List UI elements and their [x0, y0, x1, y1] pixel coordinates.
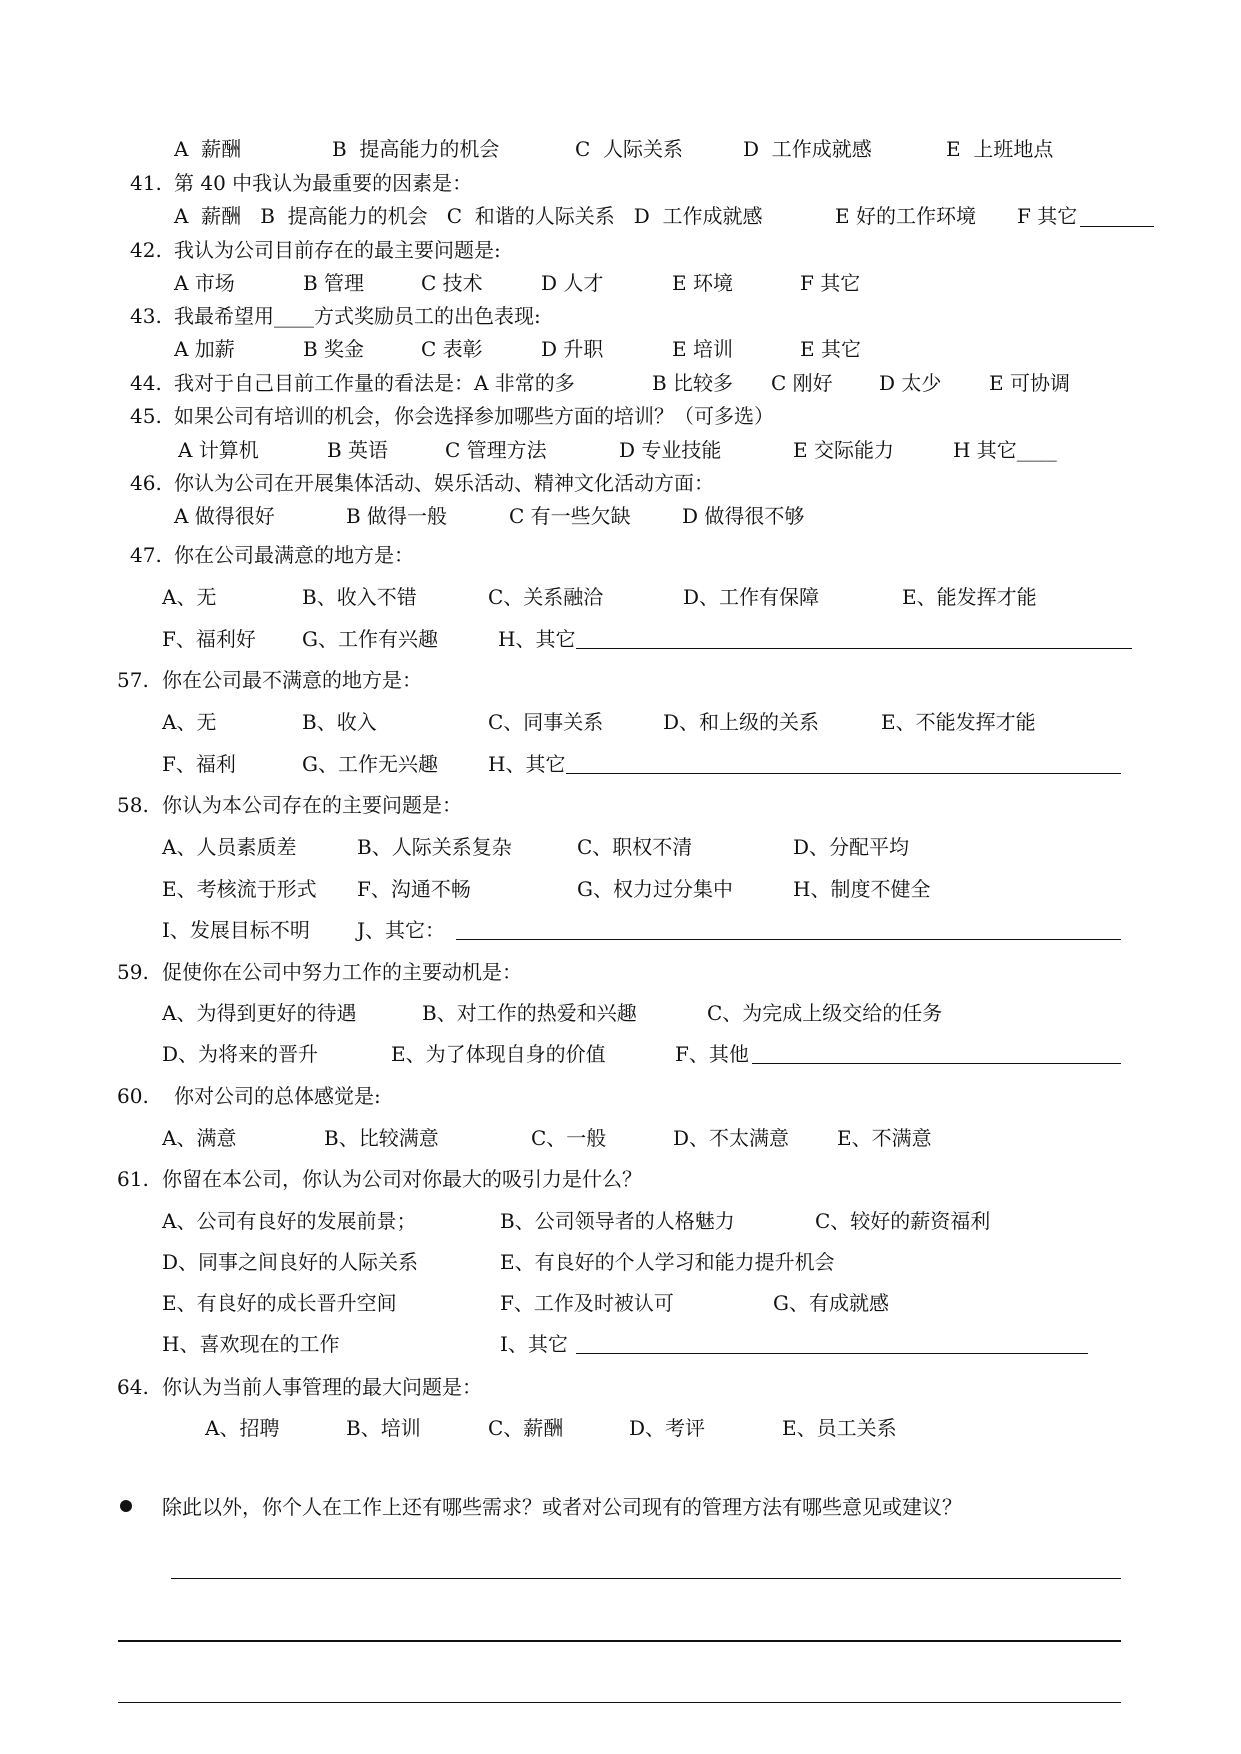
q58-option-f[interactable]: F、沟通不畅	[357, 877, 471, 901]
q61-option-d[interactable]: D、同事之间良好的人际关系	[162, 1250, 419, 1274]
q57-option-e[interactable]: E、不能发挥才能	[881, 710, 1036, 734]
q57-question: 你在公司最不满意的地方是：	[162, 668, 422, 692]
q43-option-d[interactable]: D 升职	[541, 337, 604, 361]
q64-option-b[interactable]: B、培训	[346, 1416, 421, 1440]
q42-option-f[interactable]: F 其它	[800, 271, 861, 295]
q59-question: 促使你在公司中努力工作的主要动机是：	[162, 960, 522, 984]
q61-option-h[interactable]: H、喜欢现在的工作	[162, 1332, 340, 1356]
q42-option-e[interactable]: E 环境	[672, 271, 733, 295]
q59-number: 59.	[117, 960, 149, 984]
q57-option-h[interactable]: H、其它	[488, 752, 566, 776]
q60-option-b[interactable]: B、比较满意	[324, 1126, 439, 1150]
q60-number: 60.	[117, 1084, 149, 1108]
q61-option-a[interactable]: A、公司有良好的发展前景；	[162, 1209, 417, 1233]
q57-option-f[interactable]: F、福利	[162, 752, 236, 776]
q58-option-b[interactable]: B、人际关系复杂	[357, 835, 512, 859]
q43-option-e[interactable]: E 培训	[672, 337, 733, 361]
q41-option-e[interactable]: E 好的工作环境	[835, 204, 976, 228]
q42-question: 我认为公司目前存在的最主要问题是:	[174, 238, 501, 262]
q44-option-c[interactable]: C 刚好	[771, 371, 833, 395]
q42-option-c[interactable]: C 技术	[421, 271, 483, 295]
q45-option-e[interactable]: E 交际能力	[793, 438, 894, 462]
q58-option-i[interactable]: I、发展目标不明	[162, 918, 310, 942]
q59-option-d[interactable]: D、为将来的晋升	[162, 1042, 319, 1066]
q47-option-g[interactable]: G、工作有兴趣	[302, 627, 438, 651]
q43-option-a[interactable]: A 加薪	[174, 337, 235, 361]
q57-option-c[interactable]: C、同事关系	[488, 710, 604, 734]
q45-option-h[interactable]: H 其它____	[953, 438, 1057, 462]
q46-option-a[interactable]: A 做得很好	[174, 504, 275, 528]
q64-option-a[interactable]: A、招聘	[205, 1416, 280, 1440]
q58-option-e[interactable]: E、考核流于形式	[162, 877, 317, 901]
q64-option-e[interactable]: E、员工关系	[782, 1416, 897, 1440]
q64-option-c[interactable]: C、薪酬	[488, 1416, 564, 1440]
q60-question: 你对公司的总体感觉是:	[174, 1084, 381, 1108]
q47-number: 47.	[130, 543, 162, 567]
q58-option-j[interactable]: J、其它：	[357, 918, 446, 942]
q45-option-b[interactable]: B 英语	[327, 438, 389, 462]
q44-option-e[interactable]: E 可协调	[989, 371, 1070, 395]
final-question: 除此以外，你个人在工作上还有哪些需求？或者对公司现有的管理方法有哪些意见或建议？	[162, 1495, 962, 1519]
q44-number: 44.	[130, 371, 162, 395]
q59-option-c[interactable]: C、为完成上级交给的任务	[707, 1001, 943, 1025]
q47-option-a[interactable]: A、无	[162, 585, 217, 609]
q61-other-blank[interactable]	[576, 1353, 1088, 1354]
q44-option-b[interactable]: B 比较多	[652, 371, 734, 395]
answer-line-3[interactable]	[118, 1702, 1121, 1703]
q46-option-d[interactable]: D 做得很不够	[682, 504, 805, 528]
q57-other-blank[interactable]	[566, 773, 1121, 774]
q61-option-e[interactable]: E、有良好的个人学习和能力提升机会	[500, 1250, 835, 1274]
q57-option-a[interactable]: A、无	[162, 710, 217, 734]
q61-option-e2[interactable]: E、有良好的成长晋升空间	[162, 1291, 397, 1315]
q60-option-d[interactable]: D、不太满意	[673, 1126, 790, 1150]
answer-line-2[interactable]	[118, 1640, 1121, 1642]
q43-number: 43.	[130, 304, 162, 328]
q41-options-a-d[interactable]: A 薪酬 B 提高能力的机会 C 和谐的人际关系 D 工作成就感	[174, 204, 763, 228]
q40-option-b[interactable]: B 提高能力的机会	[332, 137, 500, 161]
q40-option-a[interactable]: A 薪酬	[174, 137, 242, 161]
q58-option-c[interactable]: C、职权不清	[577, 835, 693, 859]
q59-option-a[interactable]: A、为得到更好的待遇	[162, 1001, 357, 1025]
q42-option-a[interactable]: A 市场	[174, 271, 235, 295]
q43-option-f[interactable]: E 其它	[800, 337, 861, 361]
q58-option-g[interactable]: G、权力过分集中	[577, 877, 733, 901]
q42-option-b[interactable]: B 管理	[303, 271, 365, 295]
q61-option-b[interactable]: B、公司领导者的人格魅力	[500, 1209, 735, 1233]
q61-option-g[interactable]: G、有成就感	[773, 1291, 889, 1315]
q41-option-f[interactable]: F 其它	[1017, 204, 1078, 228]
q47-option-b[interactable]: B、收入不错	[302, 585, 417, 609]
q58-other-blank[interactable]	[456, 939, 1121, 940]
q45-option-a[interactable]: A 计算机	[178, 438, 259, 462]
q61-option-f[interactable]: F、工作及时被认可	[500, 1291, 674, 1315]
q46-number: 46.	[130, 471, 162, 495]
q41-other-blank[interactable]	[1080, 226, 1154, 227]
q61-option-c[interactable]: C、较好的薪资福利	[815, 1209, 991, 1233]
q59-option-f[interactable]: F、其他	[675, 1042, 749, 1066]
q64-number: 64.	[117, 1375, 149, 1399]
q45-question: 如果公司有培训的机会，你会选择参加哪些方面的培训？（可多选）	[174, 404, 774, 428]
q58-option-d[interactable]: D、分配平均	[793, 835, 910, 859]
q61-option-i[interactable]: I、其它	[500, 1332, 568, 1356]
q57-option-d[interactable]: D、和上级的关系	[663, 710, 820, 734]
q58-option-a[interactable]: A、人员素质差	[162, 835, 297, 859]
q64-option-d[interactable]: D、考评	[629, 1416, 706, 1440]
q41-question: 第 40 中我认为最重要的因素是：	[174, 171, 473, 195]
q45-option-d[interactable]: D 专业技能	[619, 438, 722, 462]
q60-option-c[interactable]: C、一般	[531, 1126, 607, 1150]
q58-number: 58.	[117, 793, 149, 817]
q60-option-e[interactable]: E、不满意	[837, 1126, 932, 1150]
q59-option-e[interactable]: E、为了体现自身的价值	[391, 1042, 606, 1066]
q47-option-c[interactable]: C、关系融洽	[488, 585, 604, 609]
q57-option-b[interactable]: B、收入	[302, 710, 377, 734]
answer-line-1[interactable]	[171, 1578, 1121, 1579]
q45-option-c[interactable]: C 管理方法	[445, 438, 547, 462]
q61-question: 你留在本公司，你认为公司对你最大的吸引力是什么？	[162, 1167, 642, 1191]
q46-question: 你认为公司在开展集体活动、娱乐活动、精神文化活动方面：	[174, 471, 714, 495]
q46-option-c[interactable]: C 有一些欠缺	[509, 504, 631, 528]
q42-option-d[interactable]: D 人才	[541, 271, 604, 295]
q42-number: 42.	[130, 238, 162, 262]
q43-option-c[interactable]: C 表彰	[421, 337, 483, 361]
q40-option-e[interactable]: E 上班地点	[946, 137, 1054, 161]
q57-number: 57.	[117, 668, 149, 692]
q58-question: 你认为本公司存在的主要问题是：	[162, 793, 462, 817]
q43-option-b[interactable]: B 奖金	[303, 337, 365, 361]
q58-option-h[interactable]: H、制度不健全	[793, 877, 931, 901]
q40-option-c[interactable]: C 人际关系	[575, 137, 684, 161]
q44-option-d[interactable]: D 太少	[879, 371, 942, 395]
q44-question: 我对于自己目前工作量的看法是：A 非常的多	[174, 371, 575, 395]
q47-other-blank[interactable]	[576, 648, 1132, 649]
q40-option-d[interactable]: D 工作成就感	[743, 137, 872, 161]
q47-option-d[interactable]: D、工作有保障	[683, 585, 820, 609]
q60-option-a[interactable]: A、满意	[162, 1126, 237, 1150]
q47-question: 你在公司最满意的地方是：	[174, 543, 414, 567]
q46-option-b[interactable]: B 做得一般	[346, 504, 448, 528]
q47-option-h[interactable]: H、其它	[498, 627, 576, 651]
q61-number: 61.	[117, 1167, 149, 1191]
q45-number: 45.	[130, 404, 162, 428]
bullet-icon	[120, 1500, 132, 1512]
q47-option-f[interactable]: F、福利好	[162, 627, 256, 651]
q47-option-e[interactable]: E、能发挥才能	[902, 585, 1037, 609]
q59-other-blank[interactable]	[752, 1063, 1121, 1064]
q43-question: 我最希望用____方式奖励员工的出色表现:	[174, 304, 541, 328]
q57-option-g[interactable]: G、工作无兴趣	[302, 752, 438, 776]
q64-question: 你认为当前人事管理的最大问题是：	[162, 1375, 482, 1399]
q41-number: 41.	[130, 171, 162, 195]
q59-option-b[interactable]: B、对工作的热爱和兴趣	[422, 1001, 637, 1025]
